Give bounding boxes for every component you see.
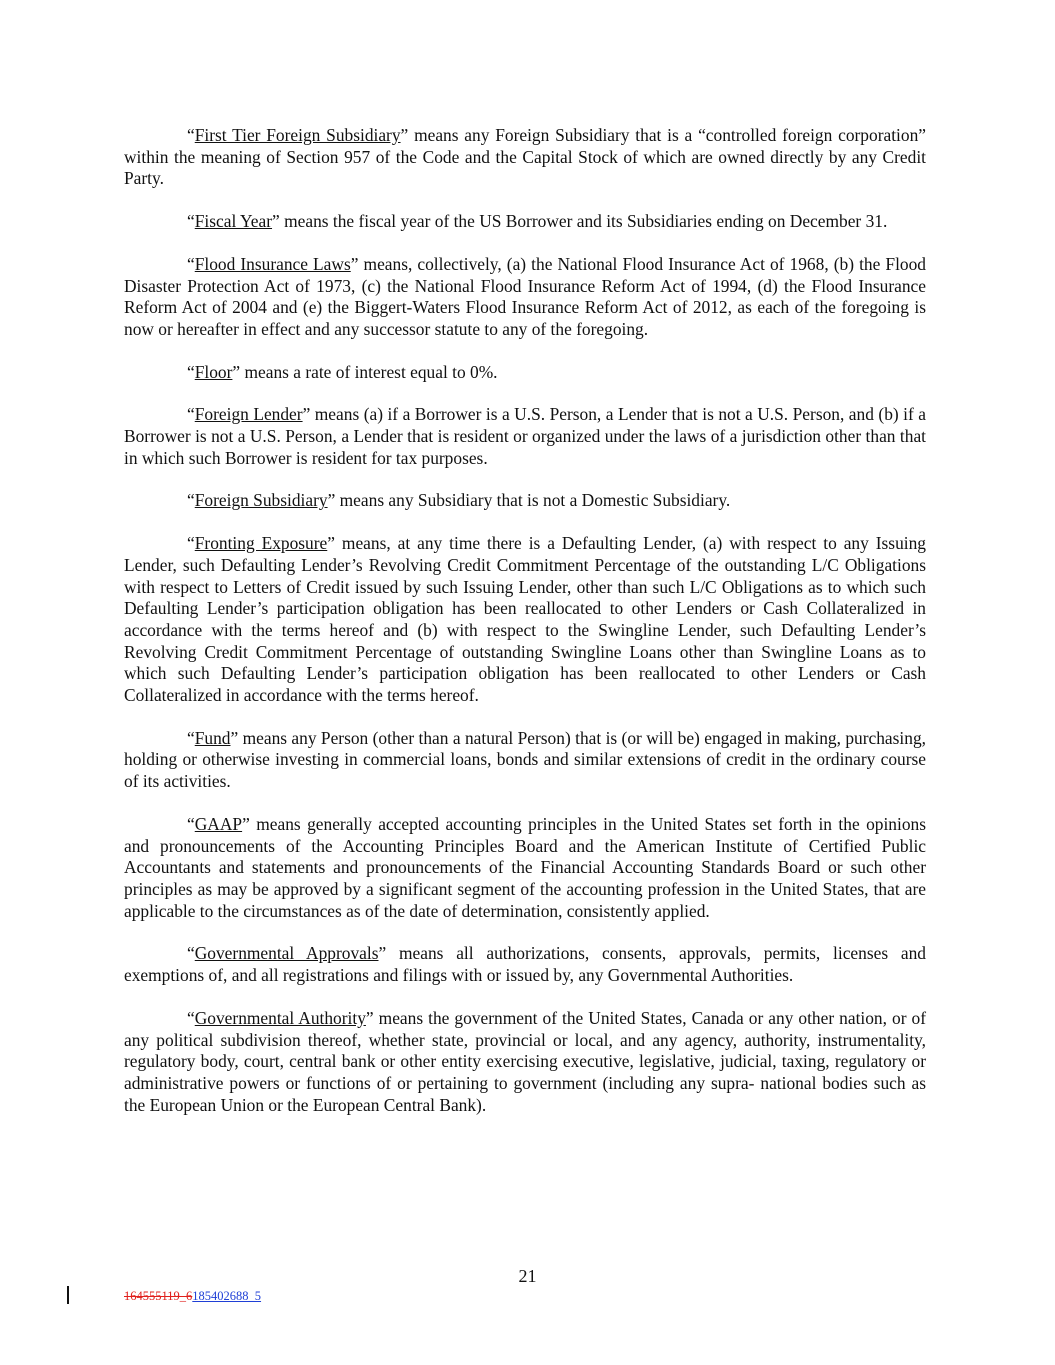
definition-text: means any Foreign Subsidiary that is a “controlled foreign corporation” within the meaning of Section 957 of the Code and the Capital Stock of which are owned directly by any Credit Party.	[124, 125, 926, 189]
definition-governmental-authority: “Governmental Authority” means the government of the United States, Canada or any other nation, or of any political subdivision thereof, whether state, provincial or local, and any agency, authority, instrumentality, regulatory body, court, central bank or other entity exercising executive, legislative, judicial, taxing, regulatory or administrative powers or functions of or pertaining to government (including any supra- national bodies such as the European Union or the European Central Bank).	[124, 1007, 926, 1115]
document-body	[124, 125, 926, 1137]
definition-governmental-approvals: “Governmental Approvals” means all authorizations, consents, approvals, permits, licenses and exemptions of, and all registrations and filings with or issued by, any Governmental Authorities.	[124, 943, 926, 986]
definition-text: means, at any time there is a Defaulting Lender, (a) with respect to any Issuing Lender, such Defaulting Lender’s Revolving Credit Commitment Percentage of the outstanding L/C Obligations with respect to Letters of Credit issued by such Issuing Lender, other than such L/C Obligations as to which such Defaulting Lender’s participation obligation has been reallocated to other Lenders or Cash Collateralized in accordance with the terms hereof and (b) with respect to the Swingline Lender, such Defaulting Lender’s Revolving Credit Commitment Percentage of outstanding Swingline Loans other than Swingline Loans as to which such Defaulting Lender’s participation obligation has been reallocated to other Lenders or Cash Collateralized in accordance with the terms hereof.	[124, 533, 926, 706]
defined-term: Foreign Lender	[194, 404, 303, 425]
definition-gaap: “GAAP” means generally accepted accounting principles in the United States set forth in the opinions and pronouncements of the Accounting Principles Board and the American Institute of Certified Public Accountants and statements and pronouncements of the Financial Accounting Standards Board or such other principles as may be approved by a significant segment of the accounting profession in the United States, that are applicable to the circumstances as of the date of determination, consistently applied.	[124, 813, 926, 921]
definition-text: means the government of the United States, Canada or any other nation, or of any political subdivision thereof, whether state, provincial or local, and any agency, authority, instrumentality, regulatory body, court, central bank or other entity exercising executive, legislative, judicial, taxing, regulatory or administrative powers or functions of or pertaining to government (including any supra- national bodies such as the European Union or the European Central Bank).	[124, 1007, 926, 1115]
definition-text: means any Person (other than a natural Person) that is (or will be) engaged in making, purchasing, holding or otherwise investing in commercial loans, bonds and similar extensions of credit in the ordinary course of its activities.	[124, 727, 926, 792]
defined-term: Floor	[194, 361, 233, 382]
defined-term: Flood Insurance Laws	[194, 253, 351, 274]
definition-text: means generally accepted accounting principles in the United States set forth in the opinions and pronouncements of the Accounting Principles Board and the American Institute of Certified Public Accountants and statements and pronouncements of the Financial Accounting Standards Board or such other principles as may be approved by a significant segment of the accounting profession in the United States, that are applicable to the circumstances as of the date of determination, consistently applied.	[124, 813, 926, 921]
defined-term: Fund	[194, 727, 231, 748]
definition-foreign-lender: “Foreign Lender” means (a) if a Borrower is a U.S. Person, a Lender that is not a U.S. Person, and (b) if a Borrower is not a U.S. Person, a Lender that is resident or organized under the laws of a jurisdiction other than that in which such Borrower is resident for tax purposes.	[124, 404, 926, 468]
definition-text: means, collectively, (a) the National Flood Insurance Act of 1968, (b) the Flood Disaster Protection Act of 1973, (c) the National Flood Insurance Reform Act of 1994, (d) the Flood Insurance Reform Act of 2004 and (e) the Biggert-Waters Flood Insurance Reform Act of 2012, as each of the foregoing is now or hereafter in effect and any successor statute to any of the foregoing.	[124, 253, 927, 339]
definition-text: means any Subsidiary that is not a Domestic Subsidiary.	[335, 490, 731, 511]
document-id-inserted: 185402688_5	[192, 1289, 262, 1303]
defined-term: Governmental Approvals	[194, 943, 379, 964]
definition-floor: “Floor” means a rate of interest equal to 0%.	[187, 361, 498, 382]
definition-fund: “Fund” means any Person (other than a natural Person) that is (or will be) engaged in making, purchasing, holding or otherwise investing in commercial loans, bonds and similar extensions of credit in the ordinary course of its activities.	[124, 727, 926, 792]
definition-foreign-subsidiary: “Foreign Subsidiary” means any Subsidiary that is not a Domestic Subsidiary.	[187, 490, 731, 511]
defined-term: Governmental Authority	[194, 1007, 366, 1028]
definition-text: means all authorizations, consents, approvals, permits, licenses and exemptions of, and all registrations and filings with or issued by, any Governmental Authorities.	[124, 943, 926, 986]
definition-text: means (a) if a Borrower is a U.S. Person, a Lender that is not a U.S. Person, and (b) if a Borrower is not a U.S. Person, a Lender that is resident or organized under the laws of a jurisdiction other than that in which such Borrower is resident for tax purposes.	[124, 404, 926, 468]
defined-term: GAAP	[194, 813, 243, 834]
revision-change-bar	[67, 1286, 69, 1304]
defined-term: Foreign Subsidiary	[194, 490, 328, 511]
definition-text: means the fiscal year of the US Borrower and its Subsidiaries ending on December 31.	[279, 211, 888, 232]
document-id-deleted: 164555119_6	[124, 1289, 193, 1303]
definition-flood-insurance-laws: “Flood Insurance Laws” means, collectively, (a) the National Flood Insurance Act of 1968, (b) the Flood Disaster Protection Act of 1973, (c) the National Flood Insurance Reform Act of 1994, (d) the Flood Insurance Reform Act of 2004 and (e) the Biggert-Waters Flood Insurance Reform Act of 2012, as each of the foregoing is now or hereafter in effect and any successor statute to any of the foregoing.	[124, 253, 927, 339]
defined-term: First Tier Foreign Subsidiary	[194, 125, 401, 145]
definition-fronting-exposure: “Fronting Exposure” means, at any time there is a Defaulting Lender, (a) with respect to any Issuing Lender, such Defaulting Lender’s Revolving Credit Commitment Percentage of the outstanding L/C Obligations with respect to Letters of Credit issued by such Issuing Lender, other than such L/C Obligations as to which such Defaulting Lender’s participation obligation has been reallocated to other Lenders or Cash Collateralized in accordance with the terms hereof and (b) with respect to the Swingline Lender, such Defaulting Lender’s Revolving Credit Commitment Percentage of outstanding Swingline Loans other than Swingline Loans as to which such Defaulting Lender’s participation obligation has been reallocated to other Lenders or Cash Collateralized in accordance with the terms hereof.	[124, 533, 926, 706]
definition-text: means a rate of interest equal to 0%.	[240, 361, 498, 382]
defined-term: Fiscal Year	[194, 211, 273, 232]
document-id-footer	[124, 1289, 261, 1304]
defined-term: Fronting Exposure	[194, 533, 328, 554]
page-number: 21	[518, 1266, 537, 1286]
definition-fiscal-year: “Fiscal Year” means the fiscal year of the US Borrower and its Subsidiaries ending on December 31.	[187, 211, 888, 232]
definition-first-tier-foreign-subsidiary: “First Tier Foreign Subsidiary” means any Foreign Subsidiary that is a “controlled foreign corporation” within the meaning of Section 957 of the Code and the Capital Stock of which are owned directly by any Credit Party.	[124, 125, 926, 189]
